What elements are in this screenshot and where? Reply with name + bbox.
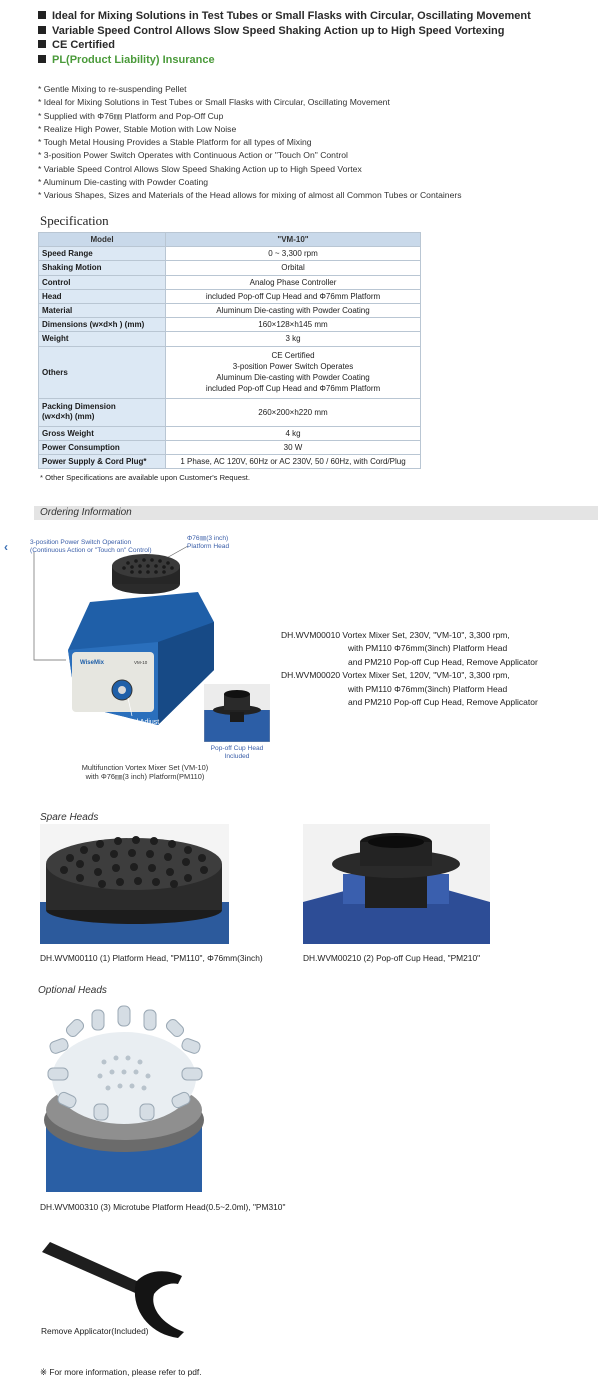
ordering-title: Ordering Information	[40, 507, 132, 518]
feature-item: * Ideal for Mixing Solutions in Test Tubes or Small Flasks with Circular, Oscillating Movement	[38, 97, 390, 108]
order-item-code: DH.WVM00020 Vortex Mixer Set, 120V, "VM-10", 3,300 rpm,	[281, 670, 510, 681]
spec-key: Power Supply & Cord Plug*	[39, 454, 166, 468]
spec-value: Analog Phase Controller	[166, 275, 421, 289]
speed-adjust-label: Speed Adjust	[118, 719, 160, 726]
spec-others-line: 3-position Power Switch Operates	[232, 362, 354, 371]
spec-row-others	[39, 346, 421, 398]
cup-caption: Pop-off Cup Head Included	[210, 745, 264, 760]
platform-head	[112, 554, 180, 578]
spec-header-key: Model	[39, 233, 166, 247]
spec-row	[39, 454, 421, 468]
spec-row	[39, 426, 421, 440]
spec-others-line: CE Certified	[271, 351, 315, 360]
spec-value: Orbital	[166, 261, 421, 275]
headline-item: CE Certified	[38, 38, 598, 53]
feature-item: * Aluminum Die-casting with Powder Coating	[38, 177, 209, 188]
spec-value: 160×128×h145 mm	[166, 318, 421, 332]
spec-key: Shaking Motion	[39, 261, 166, 275]
feature-item: * Various Shapes, Sizes and Materials of the Head allows for mixing of almost all Common Tubes or Containers	[38, 190, 462, 201]
switch-callout: 3-position Power Switch Operation (Continuous Action or "Touch on" Control)	[30, 539, 152, 554]
spec-value: 1 Phase, AC 120V, 60Hz or AC 230V, 50 / 60Hz, with Cord/Plug	[166, 454, 421, 468]
spec-key: Head	[39, 289, 166, 303]
order-item-detail: and PM210 Pop-off Cup Head, Remove Applicator	[348, 697, 538, 708]
applicator-label: Remove Applicator(Included)	[41, 1326, 149, 1336]
feature-item: * Gentle Mixing to re-suspending Pellet	[38, 84, 187, 94]
spec-key: Control	[39, 275, 166, 289]
bullet-square-icon	[38, 11, 46, 19]
spec-value: Aluminum Die-casting with Powder Coating	[166, 303, 421, 317]
headline-item-insurance: PL(Product Liability) Insurance	[38, 53, 598, 68]
spec-key: Others	[39, 346, 166, 398]
brand-label: WiseMix	[80, 660, 104, 666]
spec-value: 0 ~ 3,300 rpm	[166, 247, 421, 261]
spec-value: 3 kg	[166, 332, 421, 346]
spec-title: Specification	[40, 213, 109, 228]
feature-item: * Supplied with Φ76㎜ Platform and Pop-Off Cup	[38, 110, 224, 121]
bullet-square-icon	[38, 26, 46, 34]
spec-note: * Other Specifications are available upon Customer's Request.	[40, 473, 250, 482]
spare-heads-title: Spare Heads	[40, 812, 99, 823]
spec-row	[39, 275, 421, 289]
bullet-square-icon	[38, 55, 46, 63]
order-item-code: DH.WVM00010 Vortex Mixer Set, 230V, "VM-10", 3,300 rpm,	[281, 630, 510, 640]
model-tag: VM-10	[134, 660, 148, 665]
spec-row	[39, 318, 421, 332]
spec-others-line: included Pop-off Cup Head and Φ76mm Platform	[205, 384, 381, 393]
footer-note: ※ For more information, please refer to pdf.	[40, 1367, 202, 1377]
spec-key: Dimensions (w×d×h ) (mm)	[39, 318, 166, 332]
headline-item: Ideal for Mixing Solutions in Test Tubes or Small Flasks with Circular, Oscillating Movement	[38, 9, 598, 24]
feature-list	[38, 83, 598, 203]
spec-others-line: Aluminum Die-casting with Powder Coating	[216, 373, 370, 382]
platform-head-photo	[40, 824, 229, 944]
spec-key: Power Consumption	[39, 440, 166, 454]
spec-value: 260×200×h220 mm	[166, 398, 421, 426]
spec-header-value: "VM-10"	[166, 233, 421, 247]
headline-list	[38, 9, 598, 67]
feature-item: * 3-position Power Switch Operates with Continuous Action or "Touch On" Control	[38, 150, 348, 161]
spec-row	[39, 332, 421, 346]
spare-item-label: DH.WVM00110 (1) Platform Head, "PM110", Φ76mm(3inch)	[40, 953, 263, 963]
feature-item: * Tough Metal Housing Provides a Stable Platform for all types of Mixing	[38, 137, 312, 148]
order-item-detail: and PM210 Pop-off Cup Head, Remove Applicator	[348, 656, 538, 667]
spec-value: included Pop-off Cup Head and Φ76mm Platform	[166, 289, 421, 303]
spec-row	[39, 303, 421, 317]
spec-table	[38, 232, 421, 469]
spec-key: Weight	[39, 332, 166, 346]
optional-item-label: DH.WVM00310 (3) Microtube Platform Head(0.5~2.0ml), "PM310"	[40, 1202, 286, 1212]
spec-key: Speed Range	[39, 247, 166, 261]
callout-line	[34, 552, 66, 660]
edge-arrow-icon: ‹	[4, 540, 8, 554]
spec-row	[39, 261, 421, 275]
spec-key: Material	[39, 303, 166, 317]
spec-key-packing	[39, 398, 166, 426]
headline-item: Variable Speed Control Allows Slow Speed Shaking Action up to High Speed Vortexing	[38, 24, 598, 39]
feature-item: * Variable Speed Control Allows Slow Speed Shaking Action up to High Speed Vortex	[38, 163, 362, 174]
spec-row	[39, 289, 421, 303]
spare-item-label: DH.WVM00210 (2) Pop-off Cup Head, "PM210"	[303, 953, 481, 963]
feature-item: * Realize High Power, Stable Motion with Low Noise	[38, 123, 237, 134]
order-item-detail: with PM110 Φ76mm(3inch) Platform Head	[348, 683, 508, 694]
spec-value: 4 kg	[166, 426, 421, 440]
platform-callout: Φ76㎜(3 inch) Platform Head	[187, 535, 230, 550]
spec-value: 30 W	[166, 440, 421, 454]
spec-key: Gross Weight	[39, 426, 166, 440]
order-item-detail: with PM110 Φ76mm(3inch) Platform Head	[348, 643, 508, 654]
pop-off-cup-photo	[303, 824, 490, 944]
spec-row	[39, 247, 421, 261]
spec-row	[39, 440, 421, 454]
optional-heads-title: Optional Heads	[38, 985, 107, 996]
spec-key-line: Packing Dimension	[42, 402, 116, 411]
bullet-square-icon	[38, 40, 46, 48]
device-caption: Multifunction Vortex Mixer Set (VM-10) with Φ76㎜(3 inch) Platform(PM110)	[81, 763, 209, 781]
microtube-head-photo	[40, 1000, 212, 1192]
spec-row-packing	[39, 398, 421, 426]
pop-off-cup-inset	[204, 684, 270, 742]
spec-value-others	[166, 346, 421, 398]
spec-header-row	[39, 233, 421, 247]
ordering-list	[281, 629, 601, 709]
spec-key-line: (w×d×h) (mm)	[42, 412, 95, 421]
